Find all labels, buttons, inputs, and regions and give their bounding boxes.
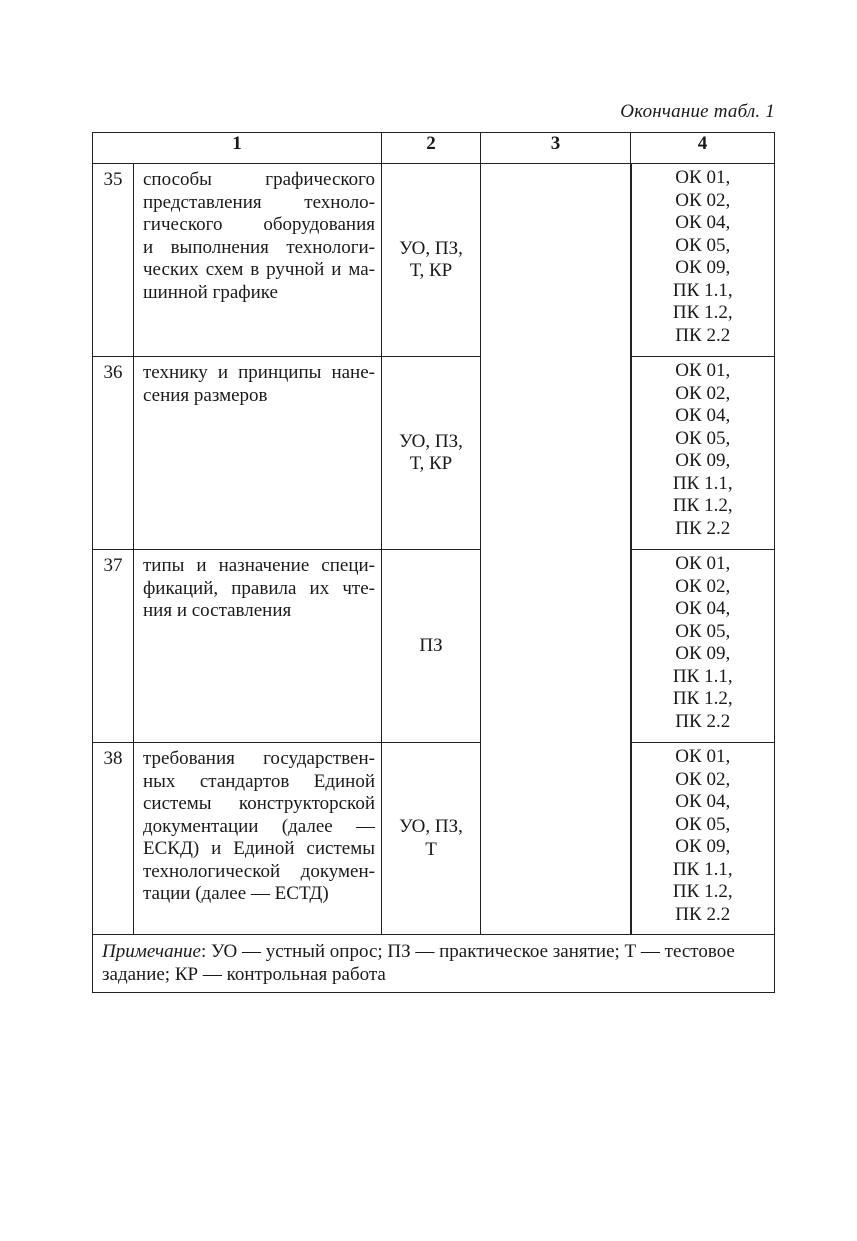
row-competencies (631, 164, 775, 357)
competency-code: ОК 02, (675, 189, 731, 211)
competency-code: ОК 09, (675, 450, 731, 471)
row-number: 35 (93, 164, 134, 357)
competency-code: ОК 05, (675, 234, 731, 256)
competency-code: ОК 01, (675, 360, 731, 381)
row-number: 38 (93, 743, 134, 935)
note-cell (93, 935, 775, 993)
description-line: способы графического (143, 169, 375, 190)
description-line: представления техноло- (143, 191, 375, 213)
control-forms-line: УО, ПЗ, (399, 237, 463, 259)
row-description (134, 550, 382, 743)
competency-code: ПК 1.2, (672, 688, 733, 709)
control-forms-line: Т, КР (409, 453, 453, 474)
competency-code: ОК 04, (675, 598, 731, 619)
control-forms-line: ПЗ (419, 634, 443, 656)
row-control-forms (382, 357, 481, 550)
competency-code: ОК 01, (675, 553, 731, 574)
competency-code: ОК 02, (675, 768, 731, 790)
table-caption: Окончание табл. 1 (620, 101, 775, 122)
row-number: 36 (93, 357, 134, 550)
row-control-forms (382, 743, 481, 935)
competency-code: ОК 01, (675, 167, 731, 188)
row-control-forms (382, 164, 481, 357)
header-row (93, 133, 775, 164)
competency-code: ПК 2.2 (675, 517, 731, 539)
header-col-1: 1 (93, 133, 382, 164)
competency-code: ПК 1.1, (672, 858, 733, 880)
description-line: сения размеров (143, 384, 268, 406)
row-description (134, 743, 382, 935)
header-col-4: 4 (631, 133, 775, 164)
column-3-cell (481, 164, 631, 935)
description-line: системы конструкторской (143, 793, 375, 814)
row-competencies (631, 743, 775, 935)
competency-code: ОК 04, (675, 405, 731, 426)
competency-code: ПК 2.2 (675, 324, 731, 346)
competency-code: ОК 04, (675, 212, 731, 233)
description-line: типы и назначение специ- (143, 555, 375, 576)
description-line: требования государствен- (143, 748, 375, 769)
header-col-3: 3 (481, 133, 631, 164)
competency-code: ПК 1.2, (672, 495, 733, 516)
note-label: Примечание (102, 941, 201, 962)
note-row (93, 935, 775, 993)
competency-code: ПК 1.1, (672, 279, 733, 301)
competency-code: ПК 1.2, (672, 302, 733, 323)
description-line: технику и принципы нане- (143, 362, 375, 383)
competency-code: ПК 2.2 (675, 903, 731, 925)
competency-code: ОК 09, (675, 836, 731, 857)
competency-table (92, 132, 775, 993)
row-control-forms (382, 550, 481, 743)
description-line: гического оборудования (143, 214, 375, 235)
row-description (134, 357, 382, 550)
description-line: ЕСКД) и Единой системы (143, 838, 375, 859)
control-forms-line: Т (425, 838, 437, 860)
description-line: тации (далее — ЕСТД) (143, 883, 329, 904)
control-forms-line: УО, ПЗ, (399, 816, 463, 837)
row-competencies (631, 550, 775, 743)
table-row (93, 164, 775, 357)
competency-code: ОК 05, (675, 813, 731, 835)
competency-code: ОК 05, (675, 427, 731, 449)
row-competencies (631, 357, 775, 550)
competency-code: ОК 09, (675, 643, 731, 664)
description-line: ческих схем в ручной и ма- (143, 259, 375, 280)
row-description (134, 164, 382, 357)
note-text: : УО — устный опрос; ПЗ — практическое занятие; Т — тестовое задание; КР — контрольная работа (102, 941, 735, 985)
control-forms-line: Т, КР (409, 260, 453, 281)
competency-code: ОК 05, (675, 620, 731, 642)
row-number: 37 (93, 550, 134, 743)
description-line: шинной графике (143, 281, 278, 303)
competency-code: ПК 1.1, (672, 472, 733, 494)
header-col-2: 2 (382, 133, 481, 164)
description-line: документации (далее — (143, 815, 375, 837)
competency-code: ОК 01, (675, 746, 731, 767)
description-line: и выполнения технологи- (143, 236, 375, 258)
competency-code: ПК 2.2 (675, 710, 731, 732)
table-row (93, 357, 775, 550)
competency-code: ОК 02, (675, 575, 731, 597)
competency-code: ОК 04, (675, 791, 731, 812)
competency-code: ОК 09, (675, 257, 731, 278)
description-line: технологической докумен- (143, 860, 375, 882)
table-row (93, 743, 775, 935)
competency-code: ПК 1.2, (672, 881, 733, 902)
control-forms-line: УО, ПЗ, (399, 430, 463, 452)
competency-code: ОК 02, (675, 382, 731, 404)
description-line: ных стандартов Единой (143, 770, 375, 792)
description-line: ния и составления (143, 600, 292, 621)
description-line: фикаций, правила их чте- (143, 577, 375, 599)
table-row (93, 550, 775, 743)
competency-code: ПК 1.1, (672, 665, 733, 687)
